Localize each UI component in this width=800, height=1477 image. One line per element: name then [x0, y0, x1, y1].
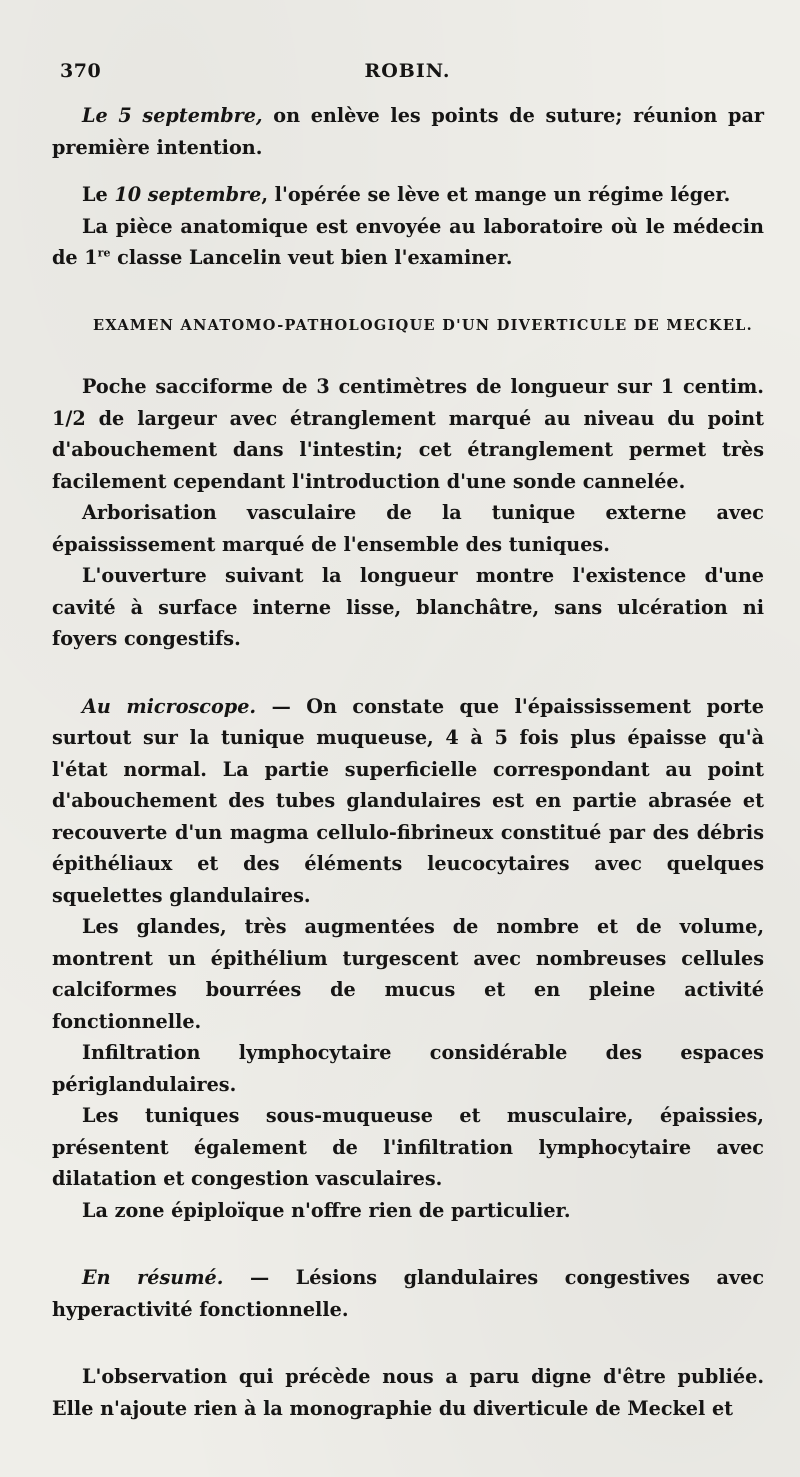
paragraph-text: — Lésions glandulaires congestives avec hyperactivité fonctionnelle. [52, 1266, 764, 1321]
paragraph-microscope [52, 691, 764, 912]
paragraph-epiploic-zone: La zone épiploïque n'offre rien de particulier. [82, 1198, 571, 1222]
paragraph-vascular: Arborisation vasculaire de la tunique externe avec épaississement marqué de l'ensemble des tuniques. [52, 501, 764, 556]
paragraph-pouch-description: Poche sacciforme de 3 centimètres de longueur sur 1 centim. 1/2 de largeur avec étranglement marqué au niveau du point d'abouchement dans l'intestin; cet étranglement permet très facilement cependant l'introduction d'une sonde cannelée. [52, 375, 764, 493]
paragraph-opening: L'ouverture suivant la longueur montre l'existence d'une cavité à surface interne lisse, blanchâtre, sans ulcération ni foyers congestifs. [52, 564, 764, 650]
body-text [52, 100, 764, 1424]
paragraph-text: classe Lancelin veut bien l'examiner. [110, 246, 513, 269]
running-title: ROBIN. [364, 60, 451, 82]
superscript-re: re [97, 246, 111, 260]
label-au-microscope: Au microscope. [82, 694, 257, 718]
date-5-septembre: Le 5 septembre, [82, 104, 263, 127]
paragraph-tunics: Les tuniques sous-muqueuse et musculaire, épaissies, présentent également de l'infiltration lymphocytaire avec dilatation et congestion vasculaires. [52, 1104, 764, 1190]
paragraph-infiltration: Infiltration lymphocytaire considérable des espaces périglandulaires. [52, 1041, 764, 1096]
paragraph-glands: Les glandes, très augmentées de nombre et de volume, montrent un épithélium turgescent avec nombreuses cellules calciformes bourrées de mucus et en pleine activité fonctionnelle. [52, 915, 764, 1033]
paragraph-patient-up [52, 179, 764, 211]
label-en-resume: En résumé. [82, 1266, 224, 1289]
paragraph-text: on enlève les points de suture; réunion par première intention. [52, 104, 765, 159]
paragraph-summary [52, 1262, 764, 1325]
date-10-septembre: 10 septembre [114, 183, 262, 206]
section-title: EXAMEN ANATOMO-PATHOLOGIQUE D'UN DIVERTICULE DE MECKEL. [92, 316, 754, 334]
page-number: 370 [60, 60, 102, 82]
page-header [60, 60, 755, 90]
paragraph-text: La pièce anatomique est envoyée au laboratoire où le médecin de 1 [52, 214, 764, 269]
paragraph-suture-removal [52, 100, 764, 163]
paragraph-text: , l'opérée se lève et mange un régime léger. [261, 183, 731, 206]
paragraph-conclusion: L'observation qui précède nous a paru digne d'être publiée. Elle n'ajoute rien à la monographie du diverticule de Meckel et [52, 1365, 764, 1420]
paragraph-text: — On constate que l'épaississement porte surtout sur la tunique muqueuse, 4 à 5 fois plus épaisse qu'à l'état normal. La partie superficielle correspondant au point d'abouchement des tubes glandulaires est en partie abrasée et recouverte d'un magma cellulo-fibrineux constitué par des débris épithéliaux et des éléments leucocytaires avec quelques squelettes glandulaires. [52, 694, 764, 907]
paragraph-specimen-sent [52, 211, 764, 274]
paragraph-text: Le [82, 183, 115, 206]
